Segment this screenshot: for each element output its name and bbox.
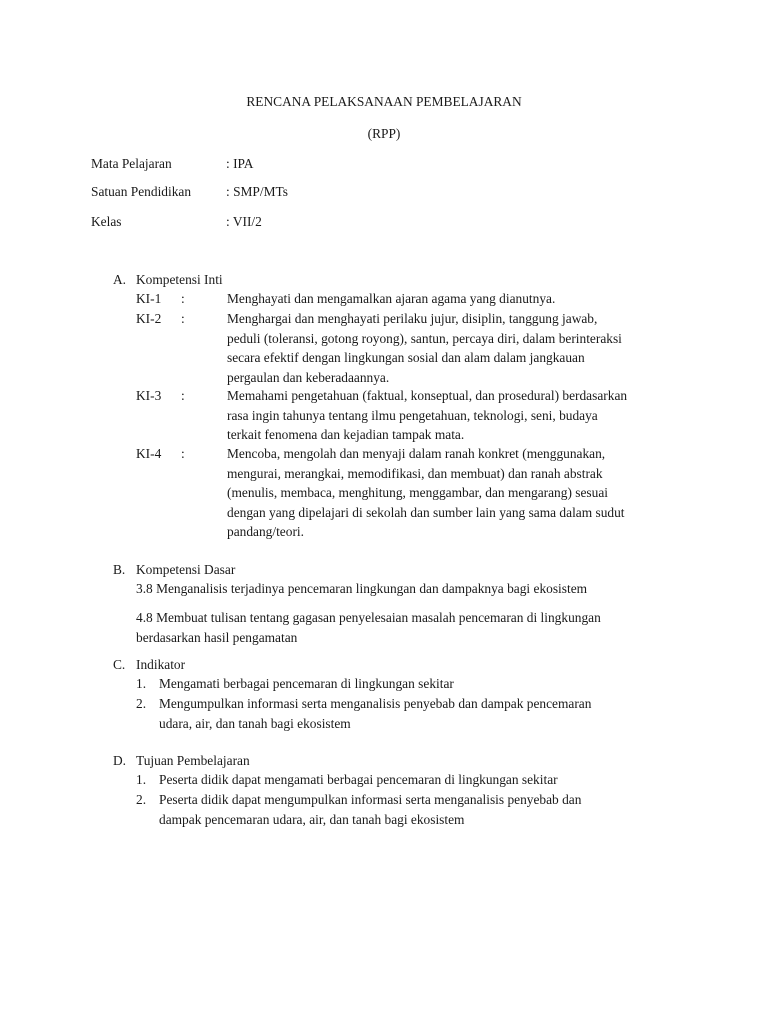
ki-2-text: [227, 309, 687, 387]
ki-4-line: pandang/teori.: [227, 524, 304, 539]
ki-3-line: rasa ingin tahunya tentang ilmu pengetahuan, teknologi, seni, budaya: [227, 407, 598, 423]
ki-4-line: (menulis, membaca, menghitung, menggambar, dan mengarang) sesuai: [227, 485, 608, 500]
indicator-2-number: 2.: [136, 696, 147, 711]
section-c-title: Indikator: [136, 657, 186, 672]
section-c-letter: C.: [113, 657, 126, 672]
ki-4-line: dengan yang dipelajari di sekolah dan sumber lain yang sama dalam sudut: [227, 504, 625, 520]
ki-1-text: [227, 289, 687, 309]
ki-4-line: mengurai, merangkai, memodifikasi, dan membuat) dan ranah abstrak: [227, 465, 603, 481]
objective-2-text: [159, 790, 679, 829]
school-level-value: : SMP/MTs: [226, 184, 288, 199]
ki-3-code: KI-3: [136, 388, 162, 403]
ki-3-line: Memahami pengetahuan (faktual, konseptual, dan prosedural) berdasarkan: [227, 388, 628, 403]
kd-3-8: 3.8 Menganalisis terjadinya pencemaran lingkungan dan dampaknya bagi ekosistem: [136, 581, 588, 596]
objective-1-text: [159, 770, 679, 790]
ki-3-line: terkait fenomena dan kejadian tampak mata.: [227, 427, 465, 442]
objective-1-line: Peserta didik dapat mengamati berbagai pencemaran di lingkungan sekitar: [159, 772, 558, 787]
ki-4-code: KI-4: [136, 446, 162, 461]
section-d-title: Tujuan Pembelajaran: [136, 753, 250, 768]
ki-4-line: Mencoba, mengolah dan menyaji dalam ranah konkret (menggunakan,: [227, 446, 606, 461]
indicator-2-line: udara, air, dan tanah bagi ekosistem: [159, 715, 351, 731]
section-b-letter: B.: [113, 562, 126, 577]
indicator-2-text: [159, 694, 679, 733]
kd-4-8-line: berdasarkan hasil pengamatan: [136, 629, 298, 645]
ki-2-line: secara efektif dengan lingkungan sosial dan alam dalam jangkauan: [227, 350, 585, 365]
indicator-1-text: [159, 674, 679, 694]
ki-2-line: pergaulan dan keberadaannya.: [227, 369, 390, 385]
indicator-2-line: Mengumpulkan informasi serta menganalisis penyebab dan dampak pencemaran: [159, 696, 592, 711]
school-level-label: Satuan Pendidikan: [91, 184, 192, 199]
ki-4-colon: :: [181, 446, 185, 461]
indicator-1-line: Mengamati berbagai pencemaran di lingkungan sekitar: [159, 676, 454, 691]
objective-1-number: 1.: [136, 772, 147, 787]
ki-2-code: KI-2: [136, 311, 162, 326]
ki-1-code: KI-1: [136, 291, 162, 306]
class-label: Kelas: [91, 214, 122, 229]
indicator-1-number: 1.: [136, 676, 147, 691]
subject-value: : IPA: [226, 156, 254, 171]
ki-3-colon: :: [181, 388, 185, 403]
ki-2-colon: :: [181, 311, 185, 326]
section-d-letter: D.: [113, 753, 127, 768]
class-value: : VII/2: [226, 214, 262, 229]
kd-4-8: [136, 608, 601, 647]
document-title: RENCANA PELAKSANAAN PEMBELAJARAN: [246, 94, 522, 109]
ki-1-colon: :: [181, 291, 185, 306]
ki-1-line: Menghayati dan mengamalkan ajaran agama yang dianutnya.: [227, 291, 556, 306]
ki-3-text: [227, 386, 687, 445]
section-b-title: Kompetensi Dasar: [136, 562, 236, 577]
objective-2-line: Peserta didik dapat mengumpulkan informasi serta menganalisis penyebab dan: [159, 792, 582, 807]
section-a-title: Kompetensi Inti: [136, 272, 223, 287]
objective-2-line: dampak pencemaran udara, air, dan tanah bagi ekosistem: [159, 811, 465, 827]
ki-2-line: peduli (toleransi, gotong royong), santun, percaya diri, dalam berinteraksi: [227, 330, 622, 346]
ki-4-text: [227, 444, 687, 542]
section-a-letter: A.: [113, 272, 127, 287]
subject-label: Mata Pelajaran: [91, 156, 172, 171]
ki-2-line: Menghargai dan menghayati perilaku jujur, disiplin, tanggung jawab,: [227, 311, 598, 326]
kd-4-8-line: 4.8 Membuat tulisan tentang gagasan penyelesaian masalah pencemaran di lingkungan: [136, 610, 601, 625]
document-subtitle: (RPP): [367, 126, 401, 141]
objective-2-number: 2.: [136, 792, 147, 807]
